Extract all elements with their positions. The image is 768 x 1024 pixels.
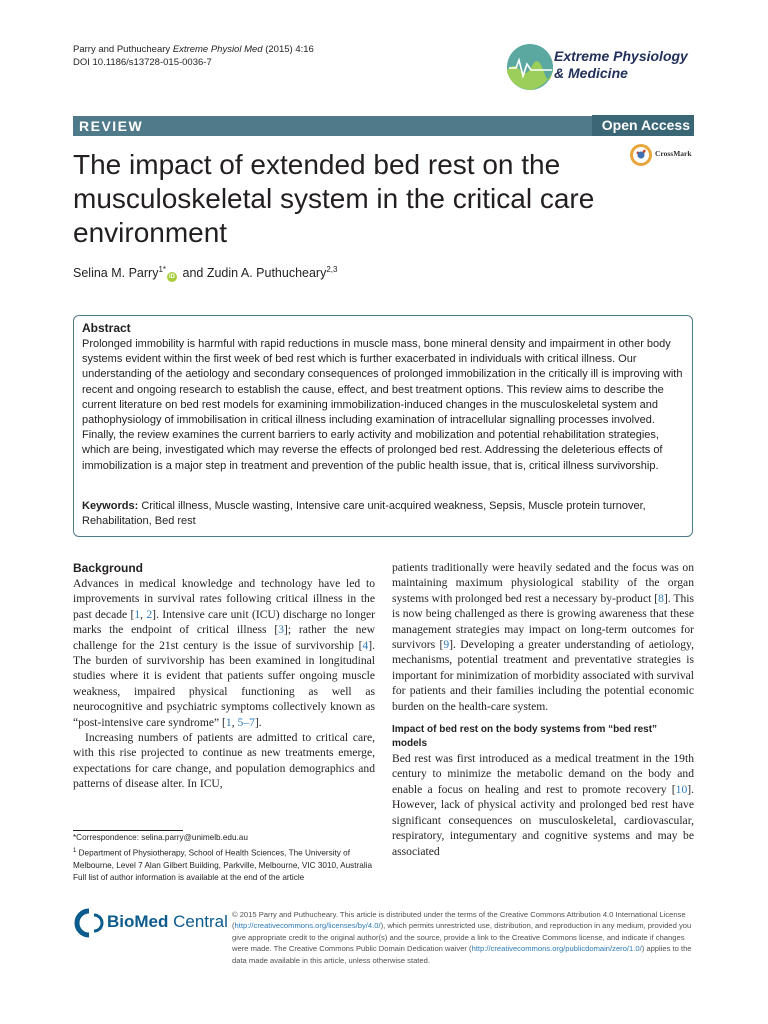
reference-link[interactable]: 5–7 (237, 715, 255, 729)
author-name[interactable]: Selina M. Parry (73, 266, 159, 281)
correspondence[interactable]: *Correspondence: selina.parry@unimelb.edu.au (73, 833, 248, 842)
reference-link[interactable]: 3 (278, 623, 284, 637)
reference-link[interactable]: 10 (675, 782, 688, 796)
orcid-icon[interactable]: iD (169, 274, 176, 281)
footnotes (73, 832, 373, 885)
doi[interactable]: DOI 10.1186/s13728-015-0036-7 (73, 57, 212, 68)
open-access-label: Open Access (601, 117, 690, 133)
reference-link[interactable]: 1 (225, 715, 232, 729)
section-heading-background: Background (73, 561, 144, 575)
affiliation: $^1$ Department of Physiotherapy, School of Health Sciences, The University of Melbourne, Level 7 Alan Gilbert Building, Parkville, Melbourne, VIC 3010, Australia (73, 847, 373, 870)
citation-block (73, 43, 314, 69)
author-affiliation-mark: 1* (158, 265, 167, 274)
citation-authors: Parry and Puthucheary (73, 44, 171, 55)
body-paragraph: Increasing numbers of patients are admitted to critical care, with this rise projected to continue as new treatments emerge, expectations for care change, and population demographics and patterns of disease alter. In ICU, (73, 731, 375, 791)
reference-link[interactable]: 8 (658, 591, 664, 605)
article-type-label: REVIEW (79, 118, 144, 134)
body-column-right (392, 560, 694, 859)
keywords (82, 499, 686, 529)
body-paragraph: patients traditionally were heavily sedated and the focus was on maintaining maximum physiological stability of the organ systems with prolonged bed rest a necessary by-product [8]. This is now being challenged as there is growing awareness that these management strategies may impact on long-term outcomes for survivors [9]. Developing a greater understanding of aetiology, mechanisms, potential treatment and preventative strategies is important for minimization of morbidity associated with survival for patients and their families including the potential economic burden on the health-care system. (392, 561, 695, 713)
author-name[interactable]: and Zudin A. Puthucheary (179, 266, 327, 281)
body-paragraph: Bed rest was first introduced as a medical treatment in the 19th century to minimize the metabolic demand on the body and enable a focus on healing and rest to promote recovery [10]. However, lack of physical activity and prolonged bed rest have significant consequences on musculoskeletal, cardiovascular, respiratory, integumentary and cognitive systems and may be associated (392, 752, 694, 858)
abstract-text: Prolonged immobility is harmful with rapid reductions in muscle mass, bone mineral density and impairment in other body systems evident within the first week of bed rest which is further exacerbated in individuals with critical illness. Our understanding of the aetiology and secondary consequences of prolonged immobilization in the critically ill is improving with recent and ongoing research to establish the cause, effect, and best treatment options. This review aims to describe the current literature on bed rest models for examining immobilization-induced changes in the musculoskeletal system and pathophysiology of immobilisation in critical illness including examination of intracellular signalling processes involved. Finally, the review examines the current barriers to early activity and mobilization and potential rehabilitation strategies, which are being, investigated which may reverse the effects of prolonged bed rest. Addressing the deleterious effects of immobilization is a major step in treatment and prevention of the public health issue, that is, critical illness survivorship. (82, 338, 683, 472)
article-title: The impact of extended bed rest on the musculoskeletal system in the critical care environment (73, 149, 595, 248)
crossmark-label[interactable]: CrossMark (655, 149, 692, 158)
public-domain-link[interactable]: http://creativecommons.org/publicdomain/zero/1.0/ (471, 944, 642, 954)
reference-link[interactable]: 1 (134, 607, 141, 621)
author-affiliation-mark: 2,3 (326, 265, 338, 274)
citation-journal: Extreme Physiol Med (172, 44, 263, 55)
reference-link[interactable]: 9 (443, 638, 450, 652)
reference-link[interactable]: 2 (146, 607, 153, 621)
license-text: © 2015 Parry and Puthucheary. This article is distributed under the terms of the Creative Commons Attribution 4.0 International License (http://creativecommons.org/licenses/by/4.0/), which permits unrestricted use, distribution, and reproduction in any medium, provided you give appropriate credit to the original author(s) and the source, provide a link to the Creative Commons license, and indicate if changes were made. The Creative Commons Public Domain Dedication waiver (http://creativecommons.org/publicdomain/zero/1.0/) applies to the data made available in this article, unless otherwise stated. (232, 910, 692, 965)
license-link[interactable]: http://creativecommons.org/licenses/by/4.0/ (234, 921, 381, 931)
author-list (73, 262, 337, 282)
subsection-heading: Impact of bed rest on the body systems from “bed rest” models (392, 724, 658, 750)
keywords-label: Keywords: (82, 500, 139, 512)
journal-name: Extreme Physiology & Medicine (554, 48, 688, 81)
reference-link[interactable]: 4 (362, 638, 369, 652)
body-column-left (73, 560, 375, 792)
body-paragraph: Advances in medical knowledge and technology have led to improvements in survival rates following critical illness in the past decade [1, 2]. Intensive care unit (ICU) discharge no longer marks the endpoint of critical illness [3]; rather the new challenge for the 21st century is the issue of survivorship [4]. The burden of survivorship has been examined in longitudinal studies where it is evident that patients suffer ongoing muscle weakness, impaired physical functioning as well as neurocognitive and psychiatric symptoms collectively known as “post-intensive care syndrome” [1, 5–7]. (73, 577, 376, 729)
citation-volume: (2015) 4:16 (265, 44, 314, 55)
footnote-divider (73, 830, 183, 831)
keywords-text: Critical illness, Muscle wasting, Intensive care unit-acquired weakness, Sepsis, Muscle protein turnover, Rehabilitation, Bed rest (82, 500, 646, 528)
abstract-heading: Abstract (82, 321, 131, 335)
publisher-name: BioMed Central (107, 912, 228, 931)
author-info-note: Full list of author information is available at the end of the article (73, 873, 305, 883)
citation-line (73, 43, 314, 56)
